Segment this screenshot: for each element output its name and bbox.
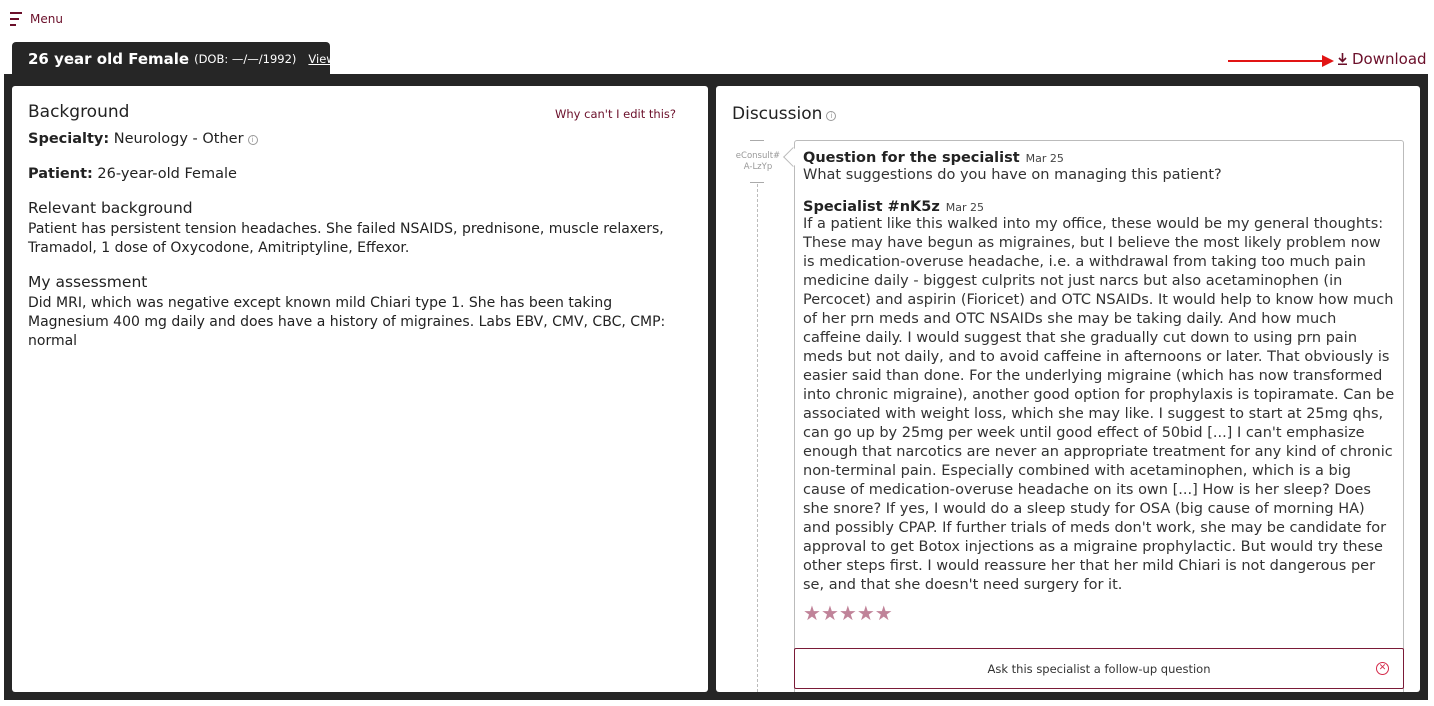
follow-up-question-button[interactable] — [794, 648, 1404, 689]
menu-label: Menu — [30, 12, 63, 26]
patient-value: 26-year-old Female — [97, 166, 237, 182]
rating-stars[interactable] — [803, 601, 1395, 625]
star-icon[interactable]: ★ — [838, 601, 857, 625]
message-thread — [794, 140, 1404, 692]
econsult-label: eConsult# — [735, 151, 781, 161]
specialty-row — [28, 130, 692, 149]
assessment-heading: My assessment — [28, 273, 148, 291]
star-icon[interactable]: ★ — [820, 601, 839, 625]
discussion-title-text: Discussion — [732, 104, 823, 124]
discussion-panel — [716, 86, 1420, 692]
question-heading — [803, 150, 1395, 166]
patient-dob: (DOB: —/—/1992) — [194, 52, 297, 66]
assessment-text: Did MRI, which was negative except known mild Chiari type 1. She has been taking Magnesium 400 mg daily and does have a history of migraines. Labs EBV, CMV, CBC, CMP: normal — [28, 295, 666, 349]
info-icon[interactable]: i — [248, 135, 258, 145]
question-block — [803, 150, 1395, 185]
patient-title: 26 year old Female — [28, 50, 190, 68]
menu-icon — [10, 12, 22, 26]
annotation-arrow-head — [1322, 55, 1334, 67]
relevant-background-text: Patient has persistent tension headaches. She failed NSAIDS, prednisone, muscle relaxers, Tramadol, 1 dose of Oxycodone, Amitriptyline, Effexor. — [28, 221, 664, 256]
timeline-tick — [750, 182, 764, 183]
info-icon[interactable]: i — [826, 111, 836, 121]
star-icon[interactable]: ★ — [874, 601, 893, 625]
specialist-block — [803, 199, 1395, 625]
specialty-value: Neurology - Other — [113, 131, 244, 147]
timeline-tick — [750, 140, 764, 141]
discussion-title — [732, 104, 836, 124]
menu-button[interactable] — [10, 12, 63, 26]
background-title: Background — [28, 102, 130, 122]
question-heading-text: Question for the specialist — [803, 150, 1020, 166]
specialty-label: Specialty: — [28, 131, 110, 147]
timeline-line — [757, 184, 758, 692]
download-icon — [1337, 53, 1348, 65]
patient-tab — [12, 42, 336, 76]
patient-row — [28, 165, 692, 184]
annotation-arrow-line — [1228, 60, 1326, 62]
econsult-id: A-LzYp — [743, 162, 773, 172]
download-button[interactable] — [1337, 50, 1427, 68]
question-date: Mar 25 — [1025, 152, 1064, 165]
specialist-date: Mar 25 — [945, 201, 985, 214]
relevant-background-heading: Relevant background — [28, 199, 193, 217]
view-link[interactable]: View — [308, 52, 336, 66]
star-icon[interactable]: ★ — [803, 601, 821, 625]
specialist-heading — [803, 199, 1395, 215]
follow-up-label: Ask this specialist a follow-up question — [987, 661, 1211, 676]
patient-label: Patient: — [28, 166, 93, 182]
download-label: Download — [1352, 50, 1427, 68]
specialist-response-text: If a patient like this walked into my office, these would be my general thoughts: These may have begun as migraines, but I believe the most likely problem now is medication-overuse headache, i.e. a withdrawal from taking too much pain medicine daily - biggest culprits not just narcs but also acetaminophen (in Percocet) and aspirin (Fioricet) and OTC NSAIDs. It would help to know how much of her prn meds and OTC NSAIDs she may be taking daily. And how much caffeine daily. I would suggest that she gradually cut down to using prn pain meds but not daily, and to avoid caffeine in afternoons or later. That obviously is easier said than done. For the underlying migraine (which has now transformed into chronic migraine), another good option for prophylaxis is topiramate. Can be associated with weight loss, which she may like. I suggest to start at 25mg qhs, can go up by 25mg per week until good effect of 50bid [...] I can't emphasize enough that narcotics are never an appropriate treatment for any kind of chronic non-terminal pain. Especially combined with acetaminophen, which is a big cause of medication-overuse headache on its own [...] How is her sleep? Does she snore? If yes, I would do a sleep study for OSA (big cause of morning HA) and possibly CPAP. If further trials of meds don't work, she may be candidate for approval to get Botox injections as a migraine prophylactic. But would try these other steps first. I would reassure her that her mild Chiari is not dangerous per se, and that she doesn't need surgery for it. — [803, 216, 1395, 593]
why-cant-edit-link[interactable]: Why can't I edit this? — [555, 107, 676, 121]
background-panel — [12, 86, 708, 692]
econsult-id-label — [730, 151, 786, 173]
question-text: What suggestions do you have on managing this patient? — [803, 167, 1222, 183]
close-icon[interactable]: ✕ — [1376, 662, 1389, 675]
star-icon[interactable]: ★ — [856, 601, 875, 625]
specialist-heading-text: Specialist #nK5z — [803, 199, 940, 215]
